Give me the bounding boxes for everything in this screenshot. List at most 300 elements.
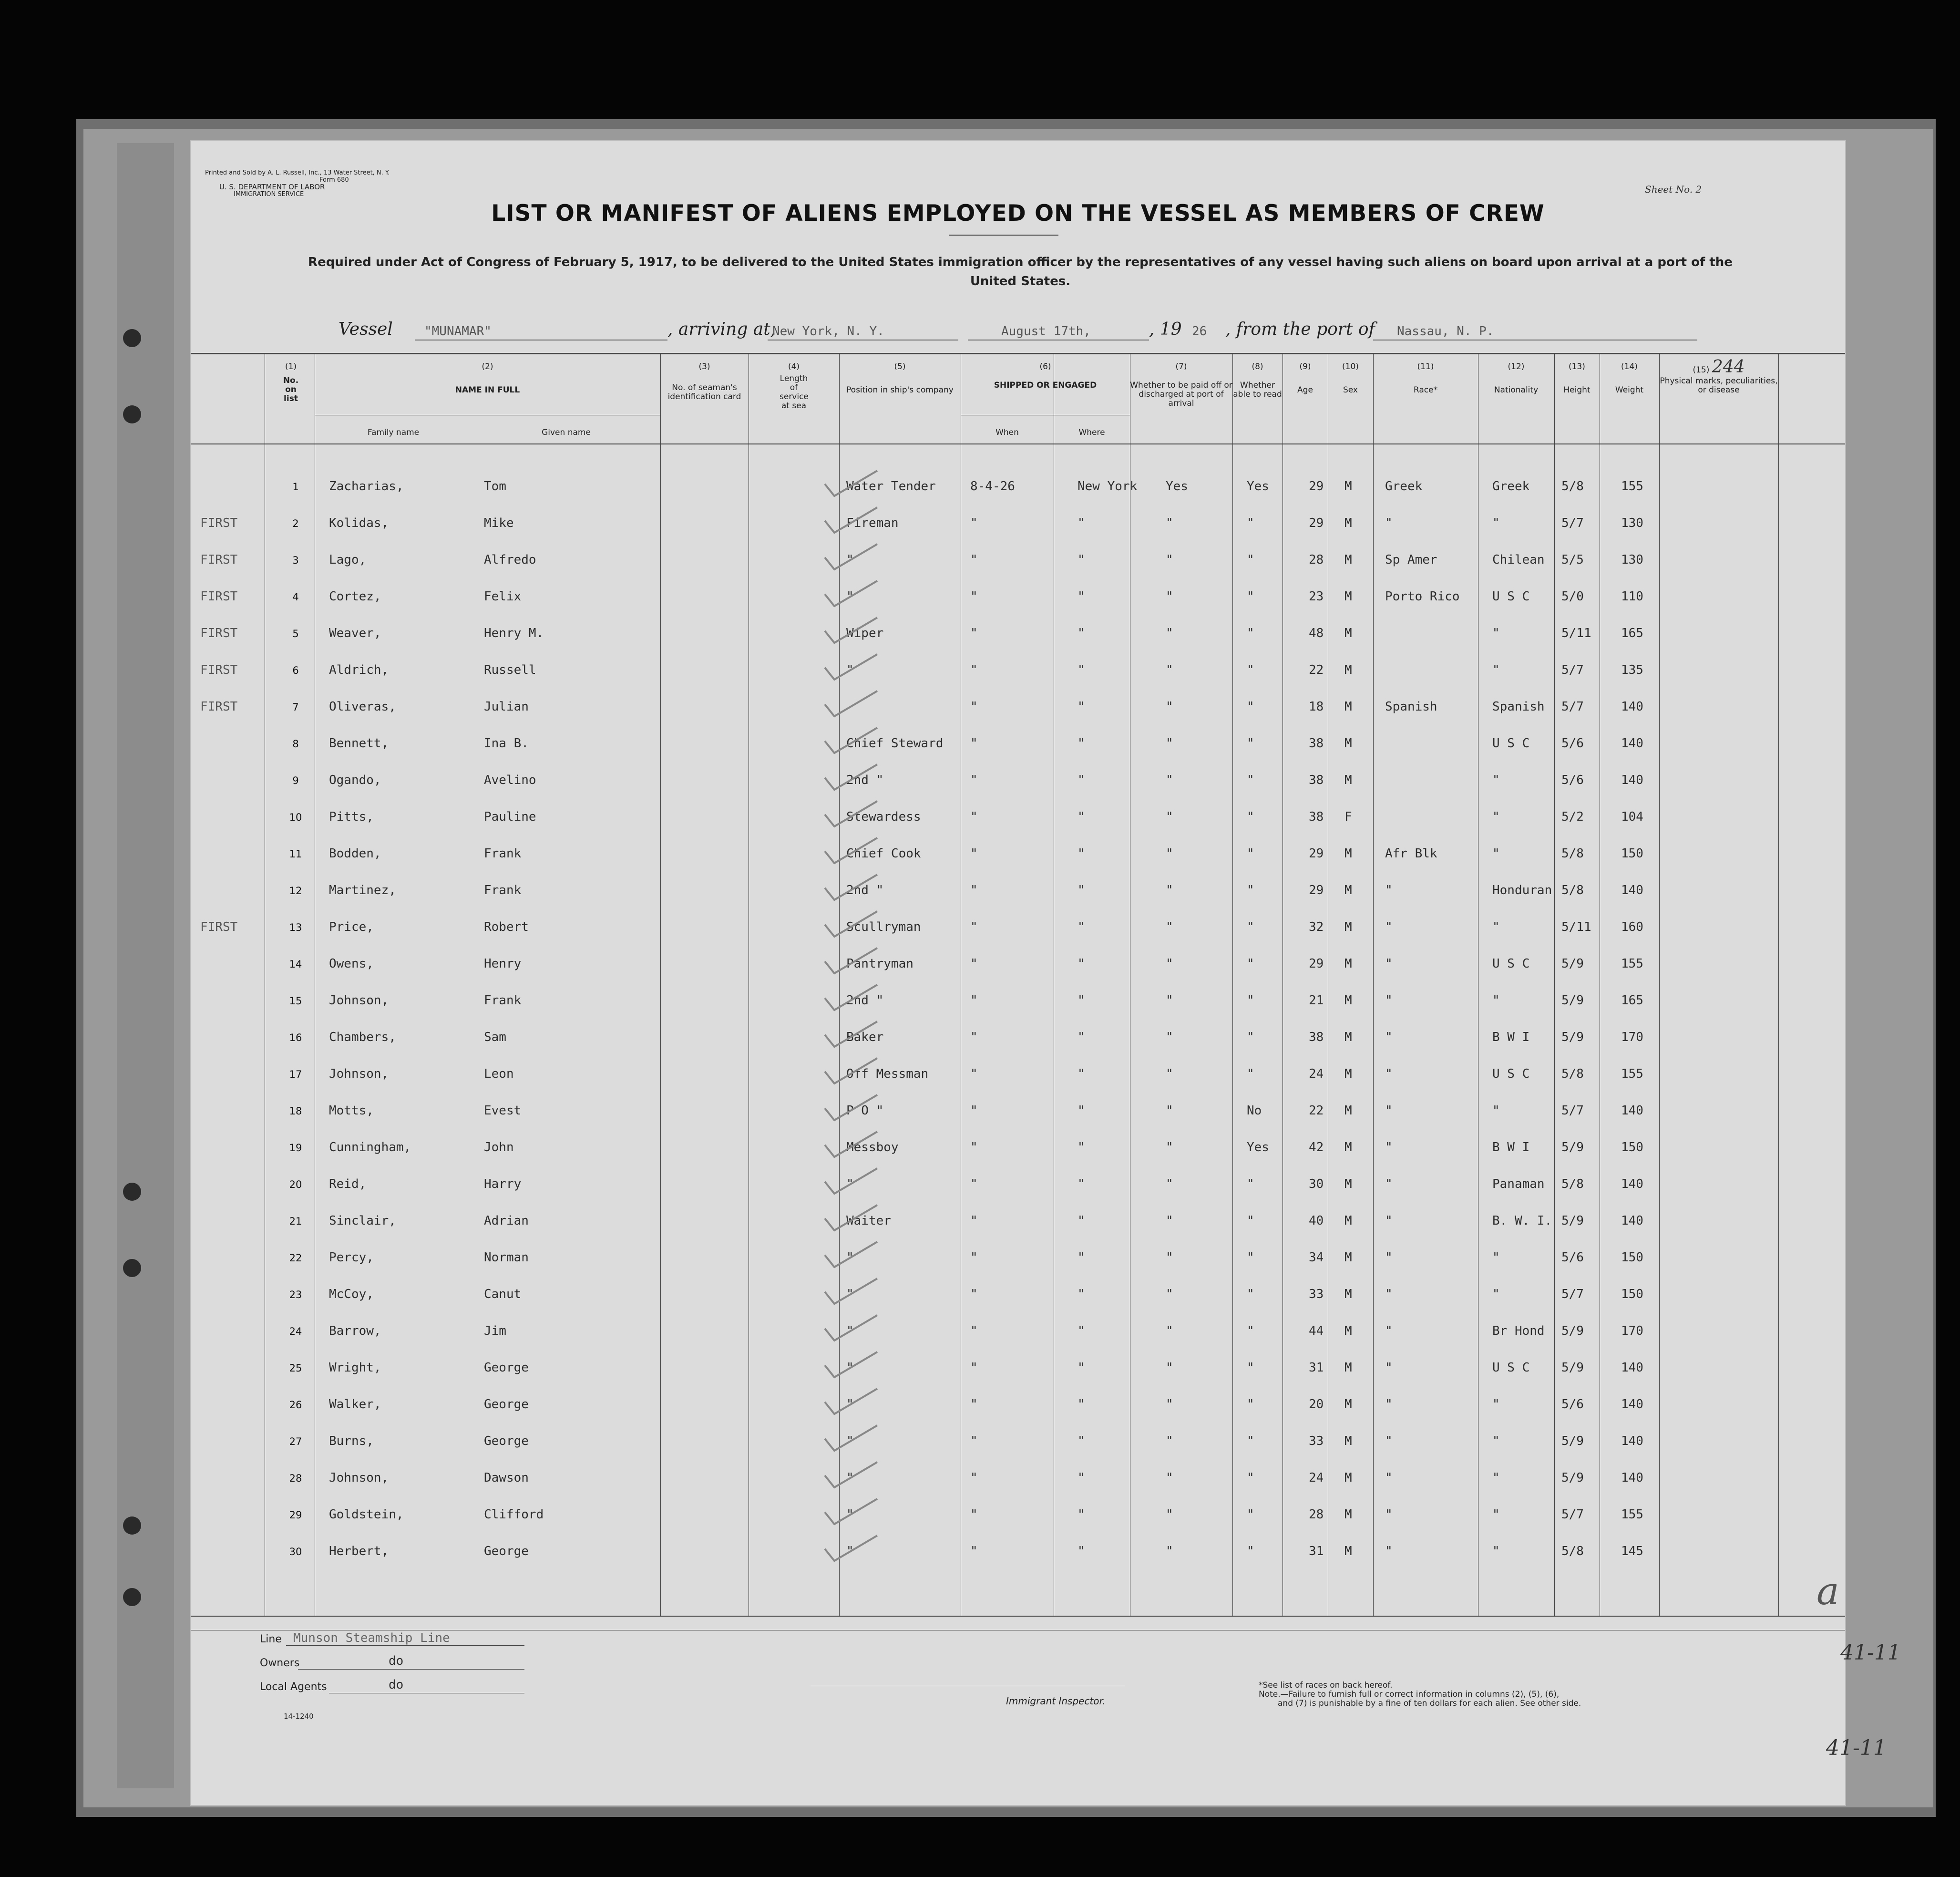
cell-nat: " bbox=[1492, 1544, 1500, 1558]
cell-age: 33 bbox=[1309, 1434, 1324, 1448]
cell-given: Felix bbox=[484, 589, 522, 604]
punch-hole bbox=[123, 1183, 141, 1201]
cell-position: " bbox=[846, 1324, 854, 1338]
col-10-number: (10) bbox=[1342, 362, 1359, 371]
cell-weight: 150 bbox=[1621, 846, 1643, 861]
cell-family: Owens, bbox=[329, 957, 374, 971]
cell-sex: M bbox=[1344, 626, 1352, 640]
cell-given: Jim bbox=[484, 1324, 506, 1338]
cell-height: 5/6 bbox=[1561, 1397, 1584, 1412]
owners-underline bbox=[298, 1669, 524, 1670]
check-mark-icon bbox=[822, 910, 880, 939]
cell-race: " bbox=[1385, 1507, 1393, 1522]
cell-where: " bbox=[1077, 1361, 1085, 1375]
cell-family: Goldstein, bbox=[329, 1507, 404, 1522]
cell-race: " bbox=[1385, 1287, 1393, 1301]
cell-paid: " bbox=[1166, 1067, 1173, 1081]
cell-when: " bbox=[970, 773, 978, 787]
col-9-number: (9) bbox=[1299, 362, 1311, 371]
printer-block bbox=[205, 169, 390, 198]
cell-no: 27 bbox=[289, 1436, 302, 1447]
cell-sex: M bbox=[1344, 1544, 1352, 1558]
line-underline bbox=[286, 1645, 524, 1646]
cell-when: " bbox=[970, 1214, 978, 1228]
cell-when: " bbox=[970, 957, 978, 971]
col-10-header bbox=[1328, 362, 1373, 395]
first-class-stamp: FIRST bbox=[200, 516, 238, 530]
cell-family: Johnson, bbox=[329, 993, 389, 1008]
cell-given: Robert bbox=[484, 920, 529, 934]
col-11-title: Race* bbox=[1413, 385, 1438, 395]
cell-weight: 170 bbox=[1621, 1324, 1643, 1338]
owners-value: do bbox=[389, 1654, 404, 1668]
cell-nat: Spanish bbox=[1492, 700, 1545, 714]
cell-weight: 135 bbox=[1621, 663, 1643, 677]
cell-read: " bbox=[1247, 1214, 1254, 1228]
cell-nat: " bbox=[1492, 810, 1500, 824]
cell-age: 29 bbox=[1309, 846, 1324, 861]
cell-family: Zacharias, bbox=[329, 479, 404, 494]
col-7-number: (7) bbox=[1175, 362, 1187, 371]
cell-age: 29 bbox=[1309, 479, 1324, 494]
cell-nat: " bbox=[1492, 993, 1500, 1008]
cell-height: 5/8 bbox=[1561, 1067, 1584, 1081]
cell-family: Cortez, bbox=[329, 589, 381, 604]
cell-sex: M bbox=[1344, 1140, 1352, 1155]
cell-nat: " bbox=[1492, 773, 1500, 787]
cell-when: " bbox=[970, 1324, 978, 1338]
cell-family: Oliveras, bbox=[329, 700, 396, 714]
port-label bbox=[1225, 320, 1375, 343]
cell-paid: " bbox=[1166, 1250, 1173, 1265]
printer-line: Printed and Sold by A. L. Russell, Inc., 13 Water Street, N. Y. bbox=[205, 169, 390, 176]
check-mark-icon bbox=[822, 874, 880, 902]
cell-family: Wright, bbox=[329, 1361, 381, 1375]
cell-weight: 140 bbox=[1621, 736, 1643, 751]
cell-when: " bbox=[970, 920, 978, 934]
cell-read: " bbox=[1247, 993, 1254, 1008]
cell-height: 5/9 bbox=[1561, 1471, 1584, 1485]
cell-weight: 130 bbox=[1621, 553, 1643, 567]
punch-hole bbox=[123, 1516, 141, 1535]
cell-nat: " bbox=[1492, 920, 1500, 934]
cell-no: 6 bbox=[292, 665, 299, 676]
cell-read: " bbox=[1247, 1544, 1254, 1558]
service-name: IMMIGRATION SERVICE bbox=[234, 191, 304, 198]
cell-weight: 140 bbox=[1621, 883, 1643, 897]
cell-sex: M bbox=[1344, 1324, 1352, 1338]
cell-when: " bbox=[970, 1030, 978, 1044]
cell-position: " bbox=[846, 1397, 854, 1412]
cell-when: " bbox=[970, 1104, 978, 1118]
cell-position: " bbox=[846, 553, 854, 567]
cell-age: 31 bbox=[1309, 1361, 1324, 1375]
cell-read: Yes bbox=[1247, 479, 1269, 494]
col-2-title: NAME IN FULL bbox=[455, 385, 520, 395]
cell-age: 31 bbox=[1309, 1544, 1324, 1558]
cell-age: 34 bbox=[1309, 1250, 1324, 1265]
cell-race: " bbox=[1385, 1544, 1393, 1558]
cell-paid: " bbox=[1166, 846, 1173, 861]
col-13-title: Height bbox=[1563, 385, 1591, 395]
cell-nat: U S C bbox=[1492, 1361, 1530, 1375]
title-divider bbox=[949, 235, 1058, 236]
cell-given: Julian bbox=[484, 700, 529, 714]
check-mark-icon bbox=[822, 1131, 880, 1159]
cell-given: Mike bbox=[484, 516, 514, 530]
col-11-header bbox=[1373, 362, 1478, 395]
col-14-title: Weight bbox=[1615, 385, 1644, 395]
cell-paid: " bbox=[1166, 1361, 1173, 1375]
cell-no: 30 bbox=[289, 1546, 302, 1557]
family-name-header: Family name bbox=[367, 428, 420, 437]
cell-where: " bbox=[1077, 553, 1085, 567]
cell-height: 5/7 bbox=[1561, 700, 1584, 714]
cell-where: " bbox=[1077, 1397, 1085, 1412]
document-title: LIST OR MANIFEST OF ALIENS EMPLOYED ON THE VESSEL AS MEMBERS OF CREW bbox=[491, 200, 1545, 227]
punch-hole bbox=[123, 405, 141, 423]
cell-read: " bbox=[1247, 1287, 1254, 1301]
cell-paid: " bbox=[1166, 553, 1173, 567]
cell-age: 18 bbox=[1309, 700, 1324, 714]
cell-age: 38 bbox=[1309, 773, 1324, 787]
arrival-date: August 17th, bbox=[1001, 324, 1091, 339]
cell-sex: M bbox=[1344, 1507, 1352, 1522]
cell-where: " bbox=[1077, 1140, 1085, 1155]
check-mark-icon bbox=[822, 763, 880, 792]
cell-read: " bbox=[1247, 1397, 1254, 1412]
col-8-number: (8) bbox=[1252, 362, 1263, 371]
header-bottom-rule bbox=[191, 443, 1845, 444]
cell-age: 38 bbox=[1309, 810, 1324, 824]
check-mark-icon bbox=[822, 1314, 880, 1343]
cell-sex: M bbox=[1344, 663, 1352, 677]
cell-position: " bbox=[846, 1177, 854, 1191]
cell-where: " bbox=[1077, 1544, 1085, 1558]
cell-read: " bbox=[1247, 516, 1254, 530]
cell-when: " bbox=[970, 1287, 978, 1301]
cell-paid: " bbox=[1166, 663, 1173, 677]
cell-nat: Honduran bbox=[1492, 883, 1552, 897]
cell-weight: 155 bbox=[1621, 1507, 1643, 1522]
check-mark-icon bbox=[822, 947, 880, 976]
cell-read: " bbox=[1247, 957, 1254, 971]
origin-port: Nassau, N. P. bbox=[1397, 324, 1494, 339]
cell-sex: M bbox=[1344, 553, 1352, 567]
cell-nat: Br Hond bbox=[1492, 1324, 1545, 1338]
cell-weight: 155 bbox=[1621, 1067, 1643, 1081]
cell-when: " bbox=[970, 883, 978, 897]
cell-position: " bbox=[846, 1544, 854, 1558]
cell-position: 2nd " bbox=[846, 993, 884, 1008]
cell-position: " bbox=[846, 1507, 854, 1522]
cell-position: Chief Cook bbox=[846, 846, 921, 861]
inspector-label: Immigrant Inspector. bbox=[1006, 1695, 1106, 1707]
cell-when: " bbox=[970, 1507, 978, 1522]
cell-race: Greek bbox=[1385, 479, 1423, 494]
cell-no: 16 bbox=[289, 1032, 302, 1043]
penalty-note: Note.—Failure to furnish full or correct information in columns (2), (5), (6), bbox=[1259, 1690, 1560, 1699]
cell-position: " bbox=[846, 1250, 854, 1265]
cell-family: Reid, bbox=[329, 1177, 367, 1191]
cell-position: " bbox=[846, 589, 854, 604]
cell-when: " bbox=[970, 553, 978, 567]
cell-given: Frank bbox=[484, 883, 522, 897]
cell-position: 2nd " bbox=[846, 883, 884, 897]
cell-given: Frank bbox=[484, 993, 522, 1008]
col-14-header bbox=[1600, 362, 1659, 395]
check-mark-icon bbox=[822, 617, 880, 645]
check-mark-icon bbox=[822, 837, 880, 866]
cell-where: " bbox=[1077, 626, 1085, 640]
col-1-number: (1) bbox=[285, 362, 297, 371]
form-number: Form 680 bbox=[319, 176, 349, 184]
cell-position: Fireman bbox=[846, 516, 899, 530]
cell-sex: M bbox=[1344, 736, 1352, 751]
col-8-header bbox=[1232, 362, 1283, 399]
punch-hole bbox=[123, 1588, 141, 1606]
cell-position: P O " bbox=[846, 1104, 884, 1118]
cell-weight: 140 bbox=[1621, 1177, 1643, 1191]
column-rule bbox=[1373, 354, 1374, 1616]
cell-weight: 160 bbox=[1621, 920, 1643, 934]
check-mark-icon bbox=[822, 1351, 880, 1380]
arriving-port: New York, N. Y. bbox=[772, 324, 884, 339]
year-label bbox=[1149, 320, 1182, 343]
cell-where: " bbox=[1077, 1214, 1085, 1228]
cell-race: " bbox=[1385, 1361, 1393, 1375]
cell-weight: 150 bbox=[1621, 1250, 1643, 1265]
cell-sex: M bbox=[1344, 589, 1352, 604]
cell-weight: 150 bbox=[1621, 1287, 1643, 1301]
cell-read: " bbox=[1247, 1324, 1254, 1338]
cell-read: " bbox=[1247, 920, 1254, 934]
cell-sex: M bbox=[1344, 1067, 1352, 1081]
cell-paid: " bbox=[1166, 810, 1173, 824]
cell-given: Canut bbox=[484, 1287, 522, 1301]
vessel-name: "MUNAMAR" bbox=[424, 324, 492, 339]
cell-where: " bbox=[1077, 846, 1085, 861]
cell-height: 5/7 bbox=[1561, 1104, 1584, 1118]
cell-family: Kolidas, bbox=[329, 516, 389, 530]
cell-where: " bbox=[1077, 1324, 1085, 1338]
first-class-stamp: FIRST bbox=[200, 663, 238, 677]
cell-when: " bbox=[970, 736, 978, 751]
col-4-number: (4) bbox=[788, 362, 800, 371]
cell-sex: M bbox=[1344, 883, 1352, 897]
local-agents-value: do bbox=[389, 1678, 404, 1692]
cell-age: 29 bbox=[1309, 883, 1324, 897]
cell-race: " bbox=[1385, 1250, 1393, 1265]
cell-sex: M bbox=[1344, 957, 1352, 971]
cell-when: " bbox=[970, 700, 978, 714]
cell-when: " bbox=[970, 1361, 978, 1375]
cell-sex: M bbox=[1344, 1361, 1352, 1375]
cell-sex: M bbox=[1344, 1250, 1352, 1265]
cell-given: George bbox=[484, 1397, 529, 1412]
given-name-header: Given name bbox=[542, 428, 591, 437]
check-mark-icon bbox=[822, 543, 880, 572]
cell-nat: Greek bbox=[1492, 479, 1530, 494]
cell-height: 5/8 bbox=[1561, 846, 1584, 861]
cell-height: 5/8 bbox=[1561, 479, 1584, 494]
cell-no: 10 bbox=[289, 812, 302, 823]
arriving-label-text: , arriving at, bbox=[667, 320, 776, 339]
cell-height: 5/6 bbox=[1561, 773, 1584, 787]
column-rule bbox=[1554, 354, 1555, 1616]
cell-nat: U S C bbox=[1492, 1067, 1530, 1081]
cell-when: " bbox=[970, 626, 978, 640]
cell-when: " bbox=[970, 1177, 978, 1191]
cell-family: Johnson, bbox=[329, 1067, 389, 1081]
cell-where: " bbox=[1077, 1471, 1085, 1485]
cell-race: " bbox=[1385, 1104, 1393, 1118]
cell-nat: " bbox=[1492, 1104, 1500, 1118]
cell-race: " bbox=[1385, 1140, 1393, 1155]
cell-sex: M bbox=[1344, 516, 1352, 530]
cell-sex: M bbox=[1344, 920, 1352, 934]
page-stamp: 244 bbox=[1712, 357, 1745, 377]
cell-age: 29 bbox=[1309, 957, 1324, 971]
check-mark-icon bbox=[822, 1535, 880, 1563]
cell-age: 33 bbox=[1309, 1287, 1324, 1301]
cell-age: 30 bbox=[1309, 1177, 1324, 1191]
cell-age: 24 bbox=[1309, 1471, 1324, 1485]
cell-weight: 140 bbox=[1621, 1361, 1643, 1375]
cell-height: 5/6 bbox=[1561, 736, 1584, 751]
cell-no: 21 bbox=[289, 1216, 302, 1227]
check-mark-icon bbox=[822, 1094, 880, 1123]
cell-paid: " bbox=[1166, 1104, 1173, 1118]
cell-when: " bbox=[970, 1250, 978, 1265]
cell-when: " bbox=[970, 1140, 978, 1155]
table-top-rule bbox=[191, 353, 1845, 354]
cell-no: 4 bbox=[292, 591, 299, 603]
col-11-number: (11) bbox=[1417, 362, 1434, 371]
cell-weight: 140 bbox=[1621, 1397, 1643, 1412]
cell-age: 42 bbox=[1309, 1140, 1324, 1155]
check-mark-icon bbox=[822, 506, 880, 535]
cell-position: " bbox=[846, 1434, 854, 1448]
cell-no: 19 bbox=[289, 1142, 302, 1154]
check-mark-icon bbox=[822, 1461, 880, 1490]
cell-sex: M bbox=[1344, 1030, 1352, 1044]
column-rule bbox=[1232, 354, 1233, 1616]
punch-hole bbox=[123, 1259, 141, 1277]
cell-given: Norman bbox=[484, 1250, 529, 1265]
cell-when: 8-4-26 bbox=[970, 479, 1015, 494]
cell-where: " bbox=[1077, 700, 1085, 714]
cell-given: Henry M. bbox=[484, 626, 544, 640]
col-8-title: Whether able to read bbox=[1233, 381, 1282, 399]
cell-read: " bbox=[1247, 1177, 1254, 1191]
cell-paid: " bbox=[1166, 773, 1173, 787]
cell-given: Harry bbox=[484, 1177, 522, 1191]
col-2-header bbox=[315, 362, 660, 395]
cell-position: " bbox=[846, 1361, 854, 1375]
cell-nat: " bbox=[1492, 1507, 1500, 1522]
col-12-number: (12) bbox=[1508, 362, 1525, 371]
col-6-title: SHIPPED OR ENGAGED bbox=[994, 381, 1097, 390]
cell-race: " bbox=[1385, 920, 1393, 934]
cell-race: " bbox=[1385, 883, 1393, 897]
cell-no: 22 bbox=[289, 1252, 302, 1264]
cell-height: 5/9 bbox=[1561, 1214, 1584, 1228]
cell-no: 23 bbox=[289, 1289, 302, 1300]
cell-given: George bbox=[484, 1434, 529, 1448]
cell-family: Chambers, bbox=[329, 1030, 396, 1044]
cell-race: Afr Blk bbox=[1385, 846, 1437, 861]
check-mark-icon bbox=[822, 690, 880, 719]
cell-height: 5/9 bbox=[1561, 1324, 1584, 1338]
cell-read: " bbox=[1247, 773, 1254, 787]
cell-age: 32 bbox=[1309, 920, 1324, 934]
cell-age: 28 bbox=[1309, 1507, 1324, 1522]
cell-read: " bbox=[1247, 663, 1254, 677]
cell-where: " bbox=[1077, 1287, 1085, 1301]
cell-nat: " bbox=[1492, 626, 1500, 640]
cell-read: " bbox=[1247, 846, 1254, 861]
cell-paid: " bbox=[1166, 1324, 1173, 1338]
cell-read: " bbox=[1247, 1030, 1254, 1044]
cell-nat: U S C bbox=[1492, 957, 1530, 971]
first-class-stamp: FIRST bbox=[200, 553, 238, 567]
cell-where: " bbox=[1077, 1104, 1085, 1118]
cell-no: 11 bbox=[289, 848, 302, 860]
check-mark-icon bbox=[822, 1021, 880, 1049]
cell-nat: " bbox=[1492, 516, 1500, 530]
document-subtitle: Required under Act of Congress of February 5, 1917, to be delivered to the United States immigration officer by the representatives of any vessel having such aliens on board upon arrival at a port of the United States. bbox=[308, 255, 1733, 289]
cell-nat: " bbox=[1492, 1250, 1500, 1265]
line-label: Line bbox=[260, 1633, 282, 1645]
cell-given: Dawson bbox=[484, 1471, 529, 1485]
cell-when: " bbox=[970, 516, 978, 530]
check-mark-icon bbox=[822, 1167, 880, 1196]
cell-sex: M bbox=[1344, 1287, 1352, 1301]
cell-position: " bbox=[846, 1287, 854, 1301]
cell-given: Tom bbox=[484, 479, 506, 494]
cell-no: 5 bbox=[292, 628, 299, 639]
col-9-header bbox=[1283, 362, 1328, 395]
cell-when: " bbox=[970, 1471, 978, 1485]
cell-height: 5/9 bbox=[1561, 1030, 1584, 1044]
cell-position: Waiter bbox=[846, 1214, 891, 1228]
cell-age: 38 bbox=[1309, 1030, 1324, 1044]
cell-read: " bbox=[1247, 1361, 1254, 1375]
cell-given: Frank bbox=[484, 846, 522, 861]
department-name: U. S. DEPARTMENT OF LABOR bbox=[219, 183, 325, 191]
cell-family: Weaver, bbox=[329, 626, 381, 640]
cell-given: Sam bbox=[484, 1030, 506, 1044]
where-header: Where bbox=[1078, 428, 1105, 437]
cell-sex: M bbox=[1344, 993, 1352, 1008]
cell-where: " bbox=[1077, 1030, 1085, 1044]
cell-given: Leon bbox=[484, 1067, 514, 1081]
cell-position: " bbox=[846, 1471, 854, 1485]
cell-age: 22 bbox=[1309, 663, 1324, 677]
cell-no: 24 bbox=[289, 1326, 302, 1337]
pencil-mark-a: a bbox=[1816, 1569, 1839, 1613]
check-mark-icon bbox=[822, 653, 880, 682]
cell-height: 5/11 bbox=[1561, 626, 1591, 640]
cell-sex: M bbox=[1344, 1104, 1352, 1118]
cell-position: Chief Steward bbox=[846, 736, 944, 751]
cell-read: " bbox=[1247, 1471, 1254, 1485]
cell-weight: 140 bbox=[1621, 1104, 1643, 1118]
cell-given: Henry bbox=[484, 957, 522, 971]
col-2-number: (2) bbox=[482, 362, 493, 371]
cell-paid: " bbox=[1166, 1507, 1173, 1522]
